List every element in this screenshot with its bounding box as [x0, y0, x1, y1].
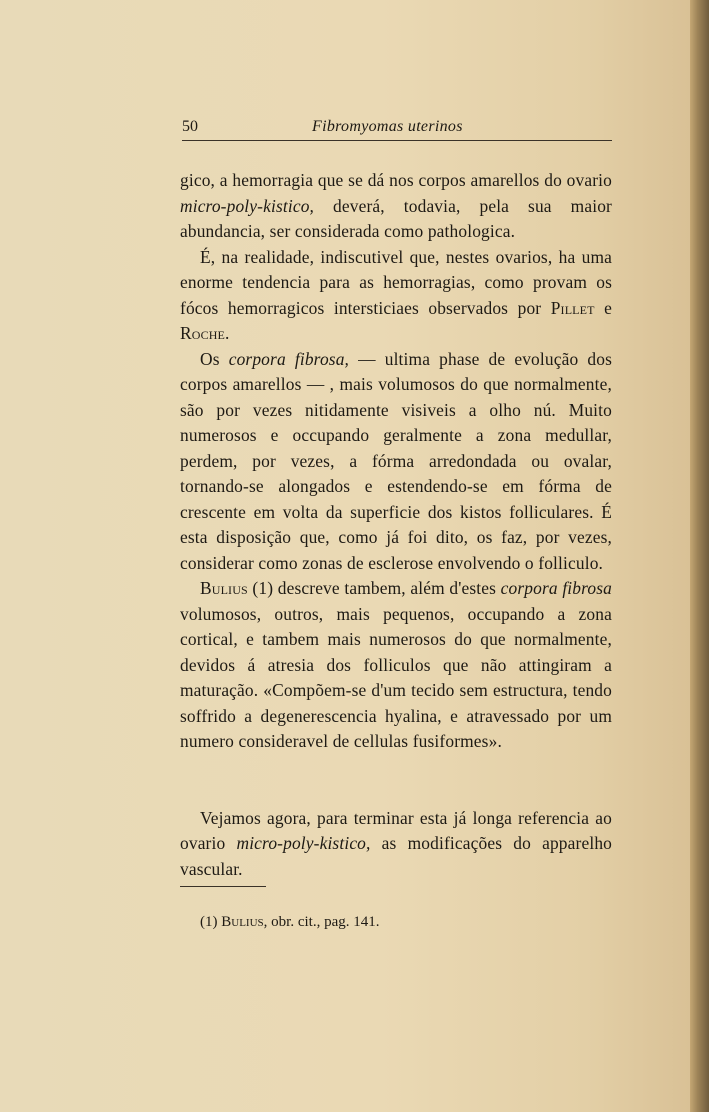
- paragraph-1-text-2: deverá, todavia, pela sua maior abundancia, ser considerada como pathologica.: [180, 195, 612, 241]
- footnote-rule: [180, 886, 266, 887]
- section-gap: [180, 755, 612, 806]
- footnote-author: Bulius: [221, 914, 264, 930]
- paragraph-3-text-2: — ultima phase de evolução dos corpos amarellos — , mais volumosos do que normalmente, são por vezes nitidamente visiveis a olho nú. Muito numerosos e occupando geralmente a zona medullar, perdem, por vezes, a fórma arredondada ou ovalar, tornando-se alongados e estendendo-se em fórma de crescente em volta da superficie dos kistos folliculares. É esta disposição que, como já foi dito, os faz, por vezes, considerar como zonas de esclerose envolvendo o folliculo.: [180, 348, 612, 573]
- page-edge: [690, 0, 709, 1112]
- author-pillet: Pillet: [550, 297, 595, 318]
- author-bulius: Bulius: [200, 578, 248, 598]
- paragraph-5-text-2: as modificações do apparelho vascular.: [180, 833, 613, 879]
- footnote-marker: (1): [200, 914, 222, 930]
- paragraph-2-text-3: .: [225, 323, 230, 343]
- paragraph-1-italic: micro-poly-kistico,: [180, 195, 315, 216]
- page-number: 50: [182, 118, 198, 135]
- author-roche: Roche: [180, 323, 226, 343]
- paragraph-5-text-1: Vejamos agora, para terminar esta já longa referencia ao ovario: [180, 807, 612, 853]
- paragraph-3-italic: corpora fibrosa,: [228, 348, 350, 369]
- paragraph-1: [180, 168, 612, 245]
- paragraph-4: [180, 576, 612, 755]
- paragraph-2-text-2: e: [594, 297, 612, 318]
- paragraph-1-text-1: gico, a hemorragia que se dá nos corpos amarellos do ovario: [180, 170, 612, 190]
- running-head: [182, 112, 612, 142]
- paragraph-4-text-2: volumosos, outros, mais pequenos, occupando a zona cortical, e tambem mais numerosos do que normalmente, devidos á atresia dos folliculos que não attingiram a maturação. «Compõem-se d'um tecido sem estructura, tendo soffrido a degenerescencia hyalina, e atravessado por um numero consideravel de cellulas fusiformes».: [180, 603, 612, 751]
- running-title: Fibromyomas uterinos: [312, 118, 463, 135]
- paragraph-3: [180, 347, 612, 577]
- paragraph-5-italic: micro-poly-kistico,: [236, 833, 371, 853]
- footnote: [200, 914, 379, 931]
- paragraph-3-text-1: Os: [200, 348, 229, 369]
- paragraph-5: [180, 806, 612, 883]
- paragraph-4-text-1: (1) descreve tambem, além d'estes: [247, 578, 501, 598]
- body-text: [180, 168, 612, 882]
- paragraph-2: [180, 245, 612, 347]
- paragraph-2-text-1: É, na realidade, indiscutivel que, nestes ovarios, ha uma enorme tendencia para as hemorragias, como provam os fócos hemorragicos intersticiaes observados por: [180, 246, 612, 318]
- header-rule: [182, 140, 612, 141]
- footnote-reference: , obr. cit., pag. 141.: [263, 914, 380, 930]
- paragraph-4-italic: corpora fibrosa: [500, 578, 613, 598]
